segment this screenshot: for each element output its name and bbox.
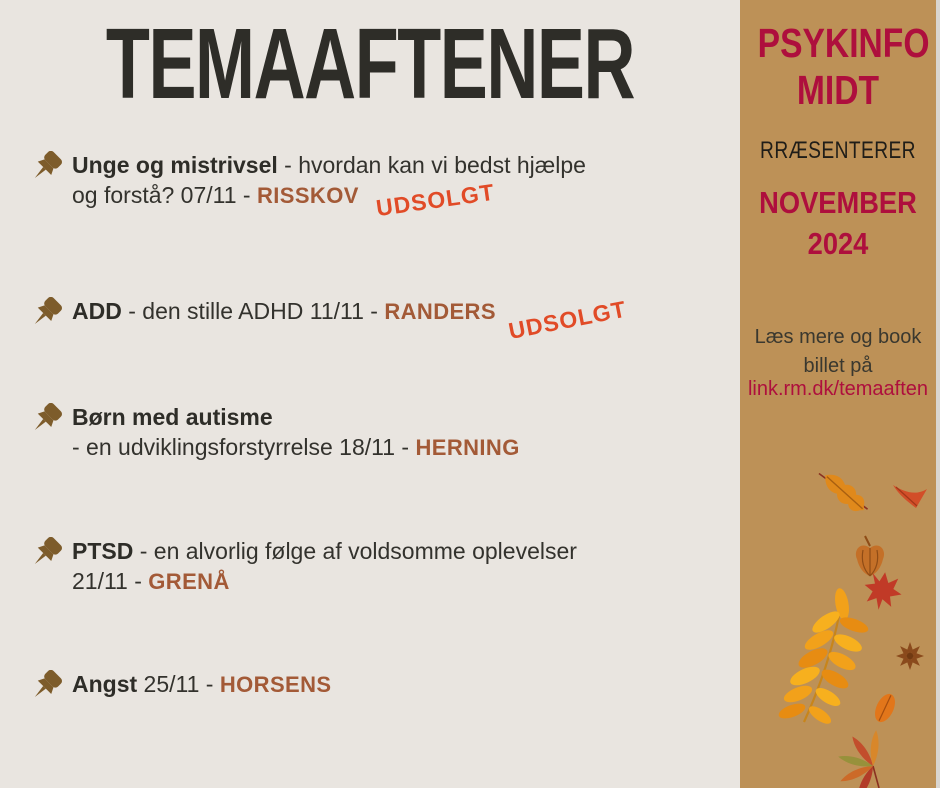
event-text: [72, 536, 577, 597]
event-text: [72, 295, 629, 344]
event-line: [72, 178, 586, 222]
event-city: RANDERS: [384, 299, 496, 324]
event-line: [72, 150, 586, 180]
event-item-add: [28, 295, 732, 344]
event-month-year: [752, 183, 924, 265]
event-title: PTSD: [72, 538, 134, 564]
event-text: [72, 150, 586, 222]
sold-out-stamp: UDSOLGT: [506, 295, 629, 344]
event-description: - en udviklingsforstyrrelse 18/11 -: [72, 434, 416, 460]
event-line: [72, 432, 520, 463]
event-city: HERNING: [415, 435, 520, 460]
event-city: RISSKOV: [256, 183, 359, 208]
event-line: [72, 536, 577, 566]
event-item-unge-og-mistrivsel: [28, 150, 732, 222]
event-item-born-med-autisme: [28, 402, 732, 463]
event-line: [72, 566, 577, 597]
event-item-angst: [28, 669, 732, 708]
poster-title: TEMAAFTENER: [105, 8, 635, 120]
sidebar: [740, 0, 940, 788]
event-text: [72, 402, 520, 463]
event-description: 21/11 -: [72, 568, 149, 594]
oak-leaf-image: [814, 464, 872, 519]
physalis-lantern-image: [856, 536, 884, 576]
event-description: og forstå? 07/11 -: [72, 182, 257, 208]
sold-out-stamp: UDSOLGT: [374, 178, 497, 222]
creeper-leaf-image: [837, 730, 880, 788]
pushpin-icon: [28, 297, 64, 335]
rowan-leaf-image: [777, 587, 870, 727]
event-title: Unge og mistrivsel: [72, 152, 278, 178]
event-description: - hvordan kan vi bedst hjælpe: [277, 152, 586, 178]
year-label: 2024: [807, 225, 869, 261]
event-line: [72, 669, 331, 700]
brand-line-1: PSYKINFO: [757, 20, 930, 66]
booking-info: [740, 323, 936, 381]
event-description: - den stille ADHD 11/11 -: [121, 298, 385, 324]
event-line: [72, 402, 520, 432]
small-orange-leaf-image: [871, 691, 899, 725]
star-anise-image: [896, 642, 924, 670]
brand-line-2: MIDT: [796, 67, 880, 114]
red-leaf-fragment-image: [893, 485, 927, 508]
brand-name: [757, 20, 930, 114]
event-city: HORSENS: [219, 672, 332, 697]
event-text: [72, 669, 331, 700]
event-item-ptsd: [28, 536, 732, 597]
pushpin-icon: [28, 670, 64, 708]
booking-info-line-2: billet på: [803, 355, 873, 377]
event-title: Børn med autisme: [72, 404, 273, 430]
event-description: - en alvorlig følge af voldsomme oplevelser: [133, 538, 577, 564]
event-title: ADD: [72, 298, 122, 324]
presents-label: RRÆSENTERER: [760, 137, 916, 164]
pushpin-icon: [28, 403, 64, 441]
pushpin-icon: [28, 537, 64, 575]
right-edge-strip: [936, 0, 940, 788]
event-city: GRENÅ: [148, 569, 230, 594]
event-title: Angst: [72, 671, 138, 697]
month-label: NOVEMBER: [759, 185, 917, 220]
event-description: 25/11 -: [137, 671, 220, 697]
pushpin-icon: [28, 151, 64, 189]
event-line: [72, 295, 629, 344]
autumn-leaves-decoration: [740, 428, 940, 788]
maple-leaf-image: [861, 569, 905, 613]
booking-link[interactable]: link.rm.dk/temaaften: [747, 378, 929, 400]
booking-info-line-1: Læs mere og book: [754, 326, 922, 348]
